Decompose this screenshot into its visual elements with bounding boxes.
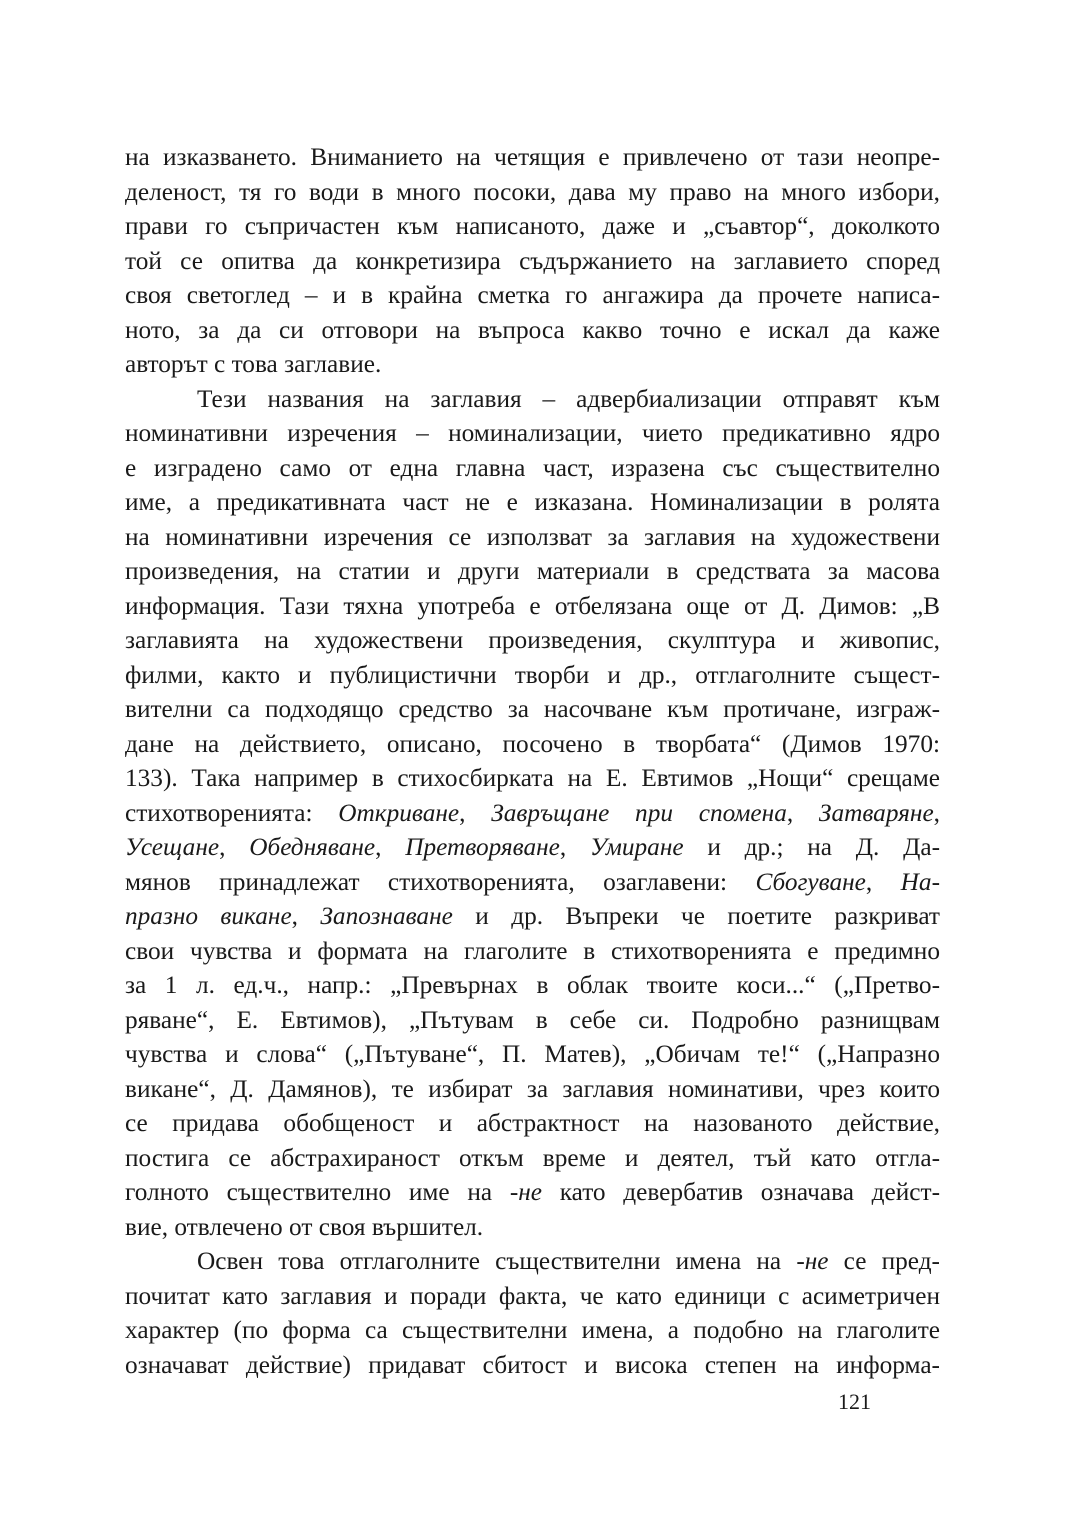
- text-line: той се опитва да конкретизира съдържанието на заглавието според: [125, 246, 940, 275]
- text-run: Освен това отглаголните съществителни имена на: [197, 1247, 797, 1275]
- text-line: постига се абстрахираност откъм време и деятел, тъй като отгла-: [125, 1143, 940, 1172]
- text-line: своя светоглед – и в крайна сметка го ангажира да прочете написа-: [125, 281, 940, 309]
- text-line: авторът с това заглавие.: [125, 350, 382, 378]
- poem-title: Усещане: [125, 833, 220, 861]
- text-line: се придава обобщеност и абстрактност на назованото действие,: [125, 1109, 940, 1137]
- text-line: [125, 1175, 940, 1210]
- text-line: [125, 796, 940, 831]
- text-line: вителни са подходящо средство за насочване към протичане, изграж-: [125, 695, 940, 723]
- text-line: характер (по форма са съществителни имена, а подобно на глаголите: [125, 1316, 940, 1344]
- text-line: вие, отвлечено от своя вършител.: [125, 1212, 484, 1241]
- text-run: ,: [219, 833, 250, 861]
- poem-title: Откриване: [338, 798, 460, 827]
- text-line: деленост, тя го води в много посоки, дава му право на много избори,: [125, 177, 940, 206]
- text-run: ,: [786, 798, 819, 827]
- text-line: ряване“, Е. Евтимов), „Пътувам в себе си. Подробно разнищвам: [125, 1005, 940, 1034]
- page-number: 121: [838, 1389, 871, 1414]
- text-line: [125, 865, 940, 900]
- poem-title: Претворяване: [405, 833, 560, 861]
- suffix-italic: -не: [509, 1178, 543, 1206]
- page-body: [125, 140, 940, 1382]
- text-run: като девербатив означава дейст-: [542, 1178, 940, 1206]
- poem-title: На-: [900, 867, 940, 896]
- text-run: ,: [375, 833, 406, 861]
- text-line: [125, 1244, 940, 1279]
- text-run: се пред-: [828, 1247, 940, 1275]
- paragraph-3: [125, 1244, 940, 1382]
- text-line: за 1 л. ед.ч., напр.: „Превърнах в облак твоите коси...“ („Претво-: [125, 971, 940, 999]
- poem-title: Запознаване: [320, 902, 453, 930]
- text-line: номинативни изречения – номинализации, чието предикативно ядро: [125, 419, 940, 447]
- text-line: произведения, на статии и други материали в средствата за масова: [125, 557, 940, 585]
- poem-title: Затваряне: [818, 798, 934, 827]
- suffix-italic: -не: [796, 1247, 829, 1275]
- text-run: ,: [933, 798, 940, 827]
- text-run: и др.; на Д. Да-: [683, 833, 940, 861]
- poem-title: Завръщане при спомена: [491, 798, 787, 827]
- text-line: на изказването. Вниманието на четящия е привлечено от тази неопре-: [125, 143, 940, 171]
- poem-title: Обедняване: [249, 833, 376, 861]
- text-run: ,: [291, 902, 321, 930]
- text-line: на номинативни изречения се използват за заглавия на художествени: [125, 522, 940, 551]
- text-line: информация. Тази тяхна употреба е отбелязана още от Д. Димов: „В: [125, 591, 940, 620]
- text-line: е изградено само от една главна част, изразена със съществително: [125, 453, 940, 482]
- text-line: заглавията на художествени произведения, скулптура и живопис,: [125, 626, 940, 654]
- text-line: означават действие) придават сбитост и висока степен на информа-: [125, 1350, 940, 1379]
- text-line: почитат като заглавия и поради факта, че като единици с асиметричен: [125, 1281, 940, 1310]
- text-line: [125, 830, 940, 865]
- text-line: свои чувства и формата на глаголите в стихотворенията е предимно: [125, 936, 940, 965]
- text-run: стихотворенията:: [125, 798, 339, 827]
- text-line: прави го съпричастен към написаното, даже и „съавтор“, доколкото: [125, 212, 940, 240]
- text-run: голното съществително име на: [125, 1178, 510, 1206]
- text-line: 133). Така например в стихосбирката на Е. Евтимов „Нощи“ срещаме: [125, 764, 940, 792]
- text-line: ното, за да си отговори на въпроса какво точно е искал да каже: [125, 315, 940, 344]
- text-line: филми, както и публицистични творби и др., отглаголните същест-: [125, 660, 940, 689]
- poem-title: Умиране: [589, 833, 684, 861]
- text-run: мянов принадлежат стихотворенията, озаглавени:: [125, 867, 756, 896]
- text-line: чувства и слова“ („Пътуване“, П. Матев), „Обичам те!“ („Напразно: [125, 1040, 940, 1068]
- paragraph-2: [125, 382, 940, 1245]
- paragraph-1: [125, 140, 940, 382]
- text-run: и др. Въпреки че поетите разкриват: [452, 902, 940, 930]
- text-line: дане на действието, описано, посочено в творбата“ (Димов 1970:: [125, 729, 940, 758]
- poem-title: Сбогуване: [755, 867, 866, 896]
- text-line: викане“, Д. Дамянов), те избират за заглавия номинативи, чрез които: [125, 1074, 940, 1103]
- poem-title: празно викане: [125, 902, 292, 930]
- text-line: [125, 899, 940, 934]
- text-line: име, а предикативната част не е изказана. Номинализации в ролята: [125, 488, 940, 516]
- text-run: ,: [865, 867, 901, 896]
- text-line: Тези названия на заглавия – адвербиализации отправят към: [197, 384, 940, 413]
- text-run: ,: [559, 833, 590, 861]
- text-run: ,: [459, 798, 492, 827]
